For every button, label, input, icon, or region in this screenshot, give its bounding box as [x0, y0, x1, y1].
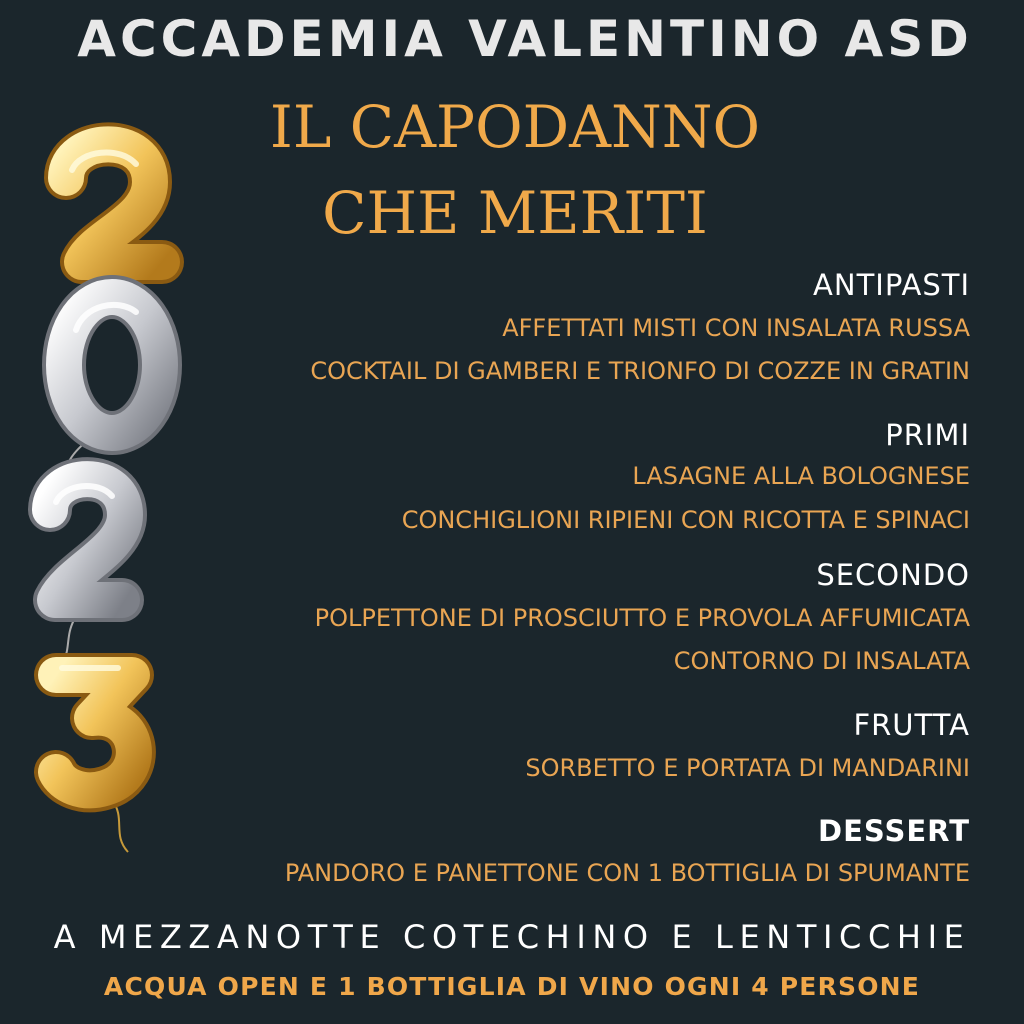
headline-line-1: IL CAPODANNO: [269, 93, 761, 161]
course-title-frutta: FRUTTA: [853, 708, 970, 742]
balloon-digit-2-silver: [50, 479, 125, 600]
organization-name: ACCADEMIA VALENTINO ASD: [77, 10, 973, 68]
balloon-digit-0-silver: [64, 297, 160, 433]
dish-item: LASAGNE ALLA BOLOGNESE: [632, 462, 970, 490]
balloon-digit-2-gold: [66, 144, 162, 262]
midnight-note: A MEZZANOTTE COTECHINO E LENTICCHIE: [53, 918, 971, 956]
course-title-dessert: DESSERT: [818, 814, 970, 848]
dish-item: COCKTAIL DI GAMBERI E TRIONFO DI COZZE IN GRATIN: [310, 357, 970, 385]
course-title-secondo: SECONDO: [816, 558, 970, 592]
dish-item: CONCHIGLIONI RIPIENI CON RICOTTA E SPINACI: [401, 506, 970, 534]
course-title-antipasti: ANTIPASTI: [813, 268, 970, 302]
drinks-note: ACQUA OPEN E 1 BOTTIGLIA DI VINO OGNI 4 PERSONE: [103, 972, 921, 1001]
headline-line-2: CHE MERITI: [322, 179, 708, 247]
dish-item: PANDORO E PANETTONE CON 1 BOTTIGLIA DI SPUMANTE: [284, 859, 970, 887]
balloon-digit-3-gold: [56, 668, 134, 790]
course-title-primi: PRIMI: [885, 418, 970, 452]
dish-item: CONTORNO DI INSALATA: [673, 647, 970, 675]
dish-item: SORBETTO E PORTATA DI MANDARINI: [525, 754, 970, 782]
dish-item: POLPETTONE DI PROSCIUTTO E PROVOLA AFFUMICATA: [314, 604, 970, 632]
dish-item: AFFETTATI MISTI CON INSALATA RUSSA: [502, 314, 970, 342]
